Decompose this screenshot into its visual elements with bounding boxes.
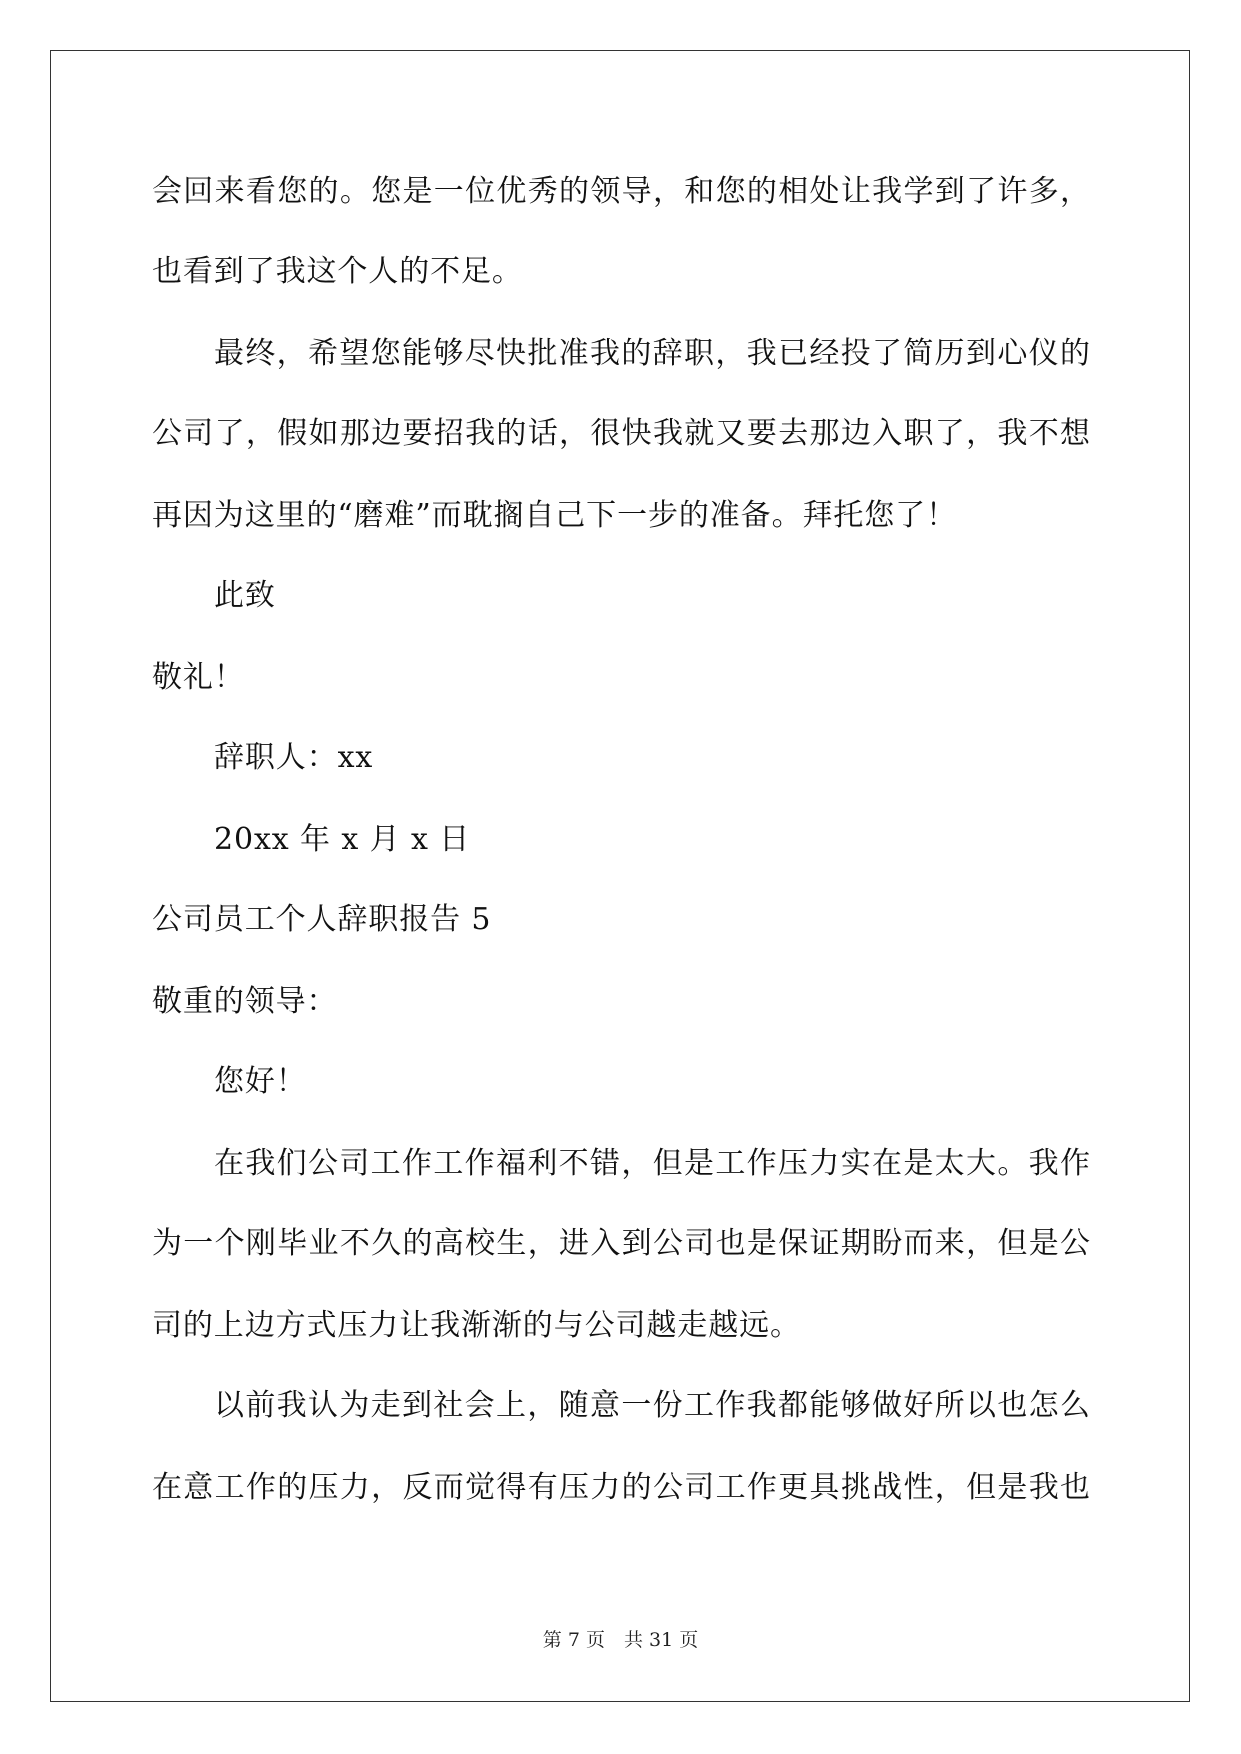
- body-line: 以前我认为走到社会上，随意一份工作我都能够做好所以也怎么: [214, 1388, 1090, 1423]
- body-line: 在我们公司工作工作福利不错，但是工作压力实在是太大。我作: [214, 1146, 1090, 1181]
- body-line: 最终，希望您能够尽快批准我的辞职，我已经投了简历到心仪的: [214, 336, 1090, 371]
- greeting-recipient: 敬重的领导：: [152, 984, 338, 1019]
- body-line: 也看到了我这个人的不足。: [152, 254, 523, 289]
- body-line: 司的上边方式压力让我渐渐的与公司越走越远。: [152, 1308, 801, 1343]
- closing-salutation: 此致: [214, 578, 276, 613]
- signature-line: 辞职人：xx: [214, 740, 374, 775]
- page-number-footer: 第 7 页 共 31 页: [542, 1629, 699, 1651]
- page-border: [50, 50, 1190, 1702]
- body-line: 为一个刚毕业不久的高校生，进入到公司也是保证期盼而来，但是公: [152, 1226, 1090, 1261]
- body-line: 再因为这里的“磨难”而耽搁自己下一步的准备。拜托您了！: [152, 498, 957, 533]
- date-line: 20xx 年 x 月 x 日: [214, 822, 471, 857]
- closing-respect: 敬礼！: [152, 660, 245, 695]
- body-line: 会回来看您的。您是一位优秀的领导，和您的相处让我学到了许多，: [152, 174, 1090, 209]
- greeting: 您好！: [214, 1064, 307, 1099]
- body-line: 公司了，假如那边要招我的话，很快我就又要去那边入职了，我不想: [152, 416, 1090, 451]
- body-line: 在意工作的压力，反而觉得有压力的公司工作更具挑战性，但是我也: [152, 1470, 1090, 1505]
- section-title: 公司员工个人辞职报告 5: [152, 902, 492, 937]
